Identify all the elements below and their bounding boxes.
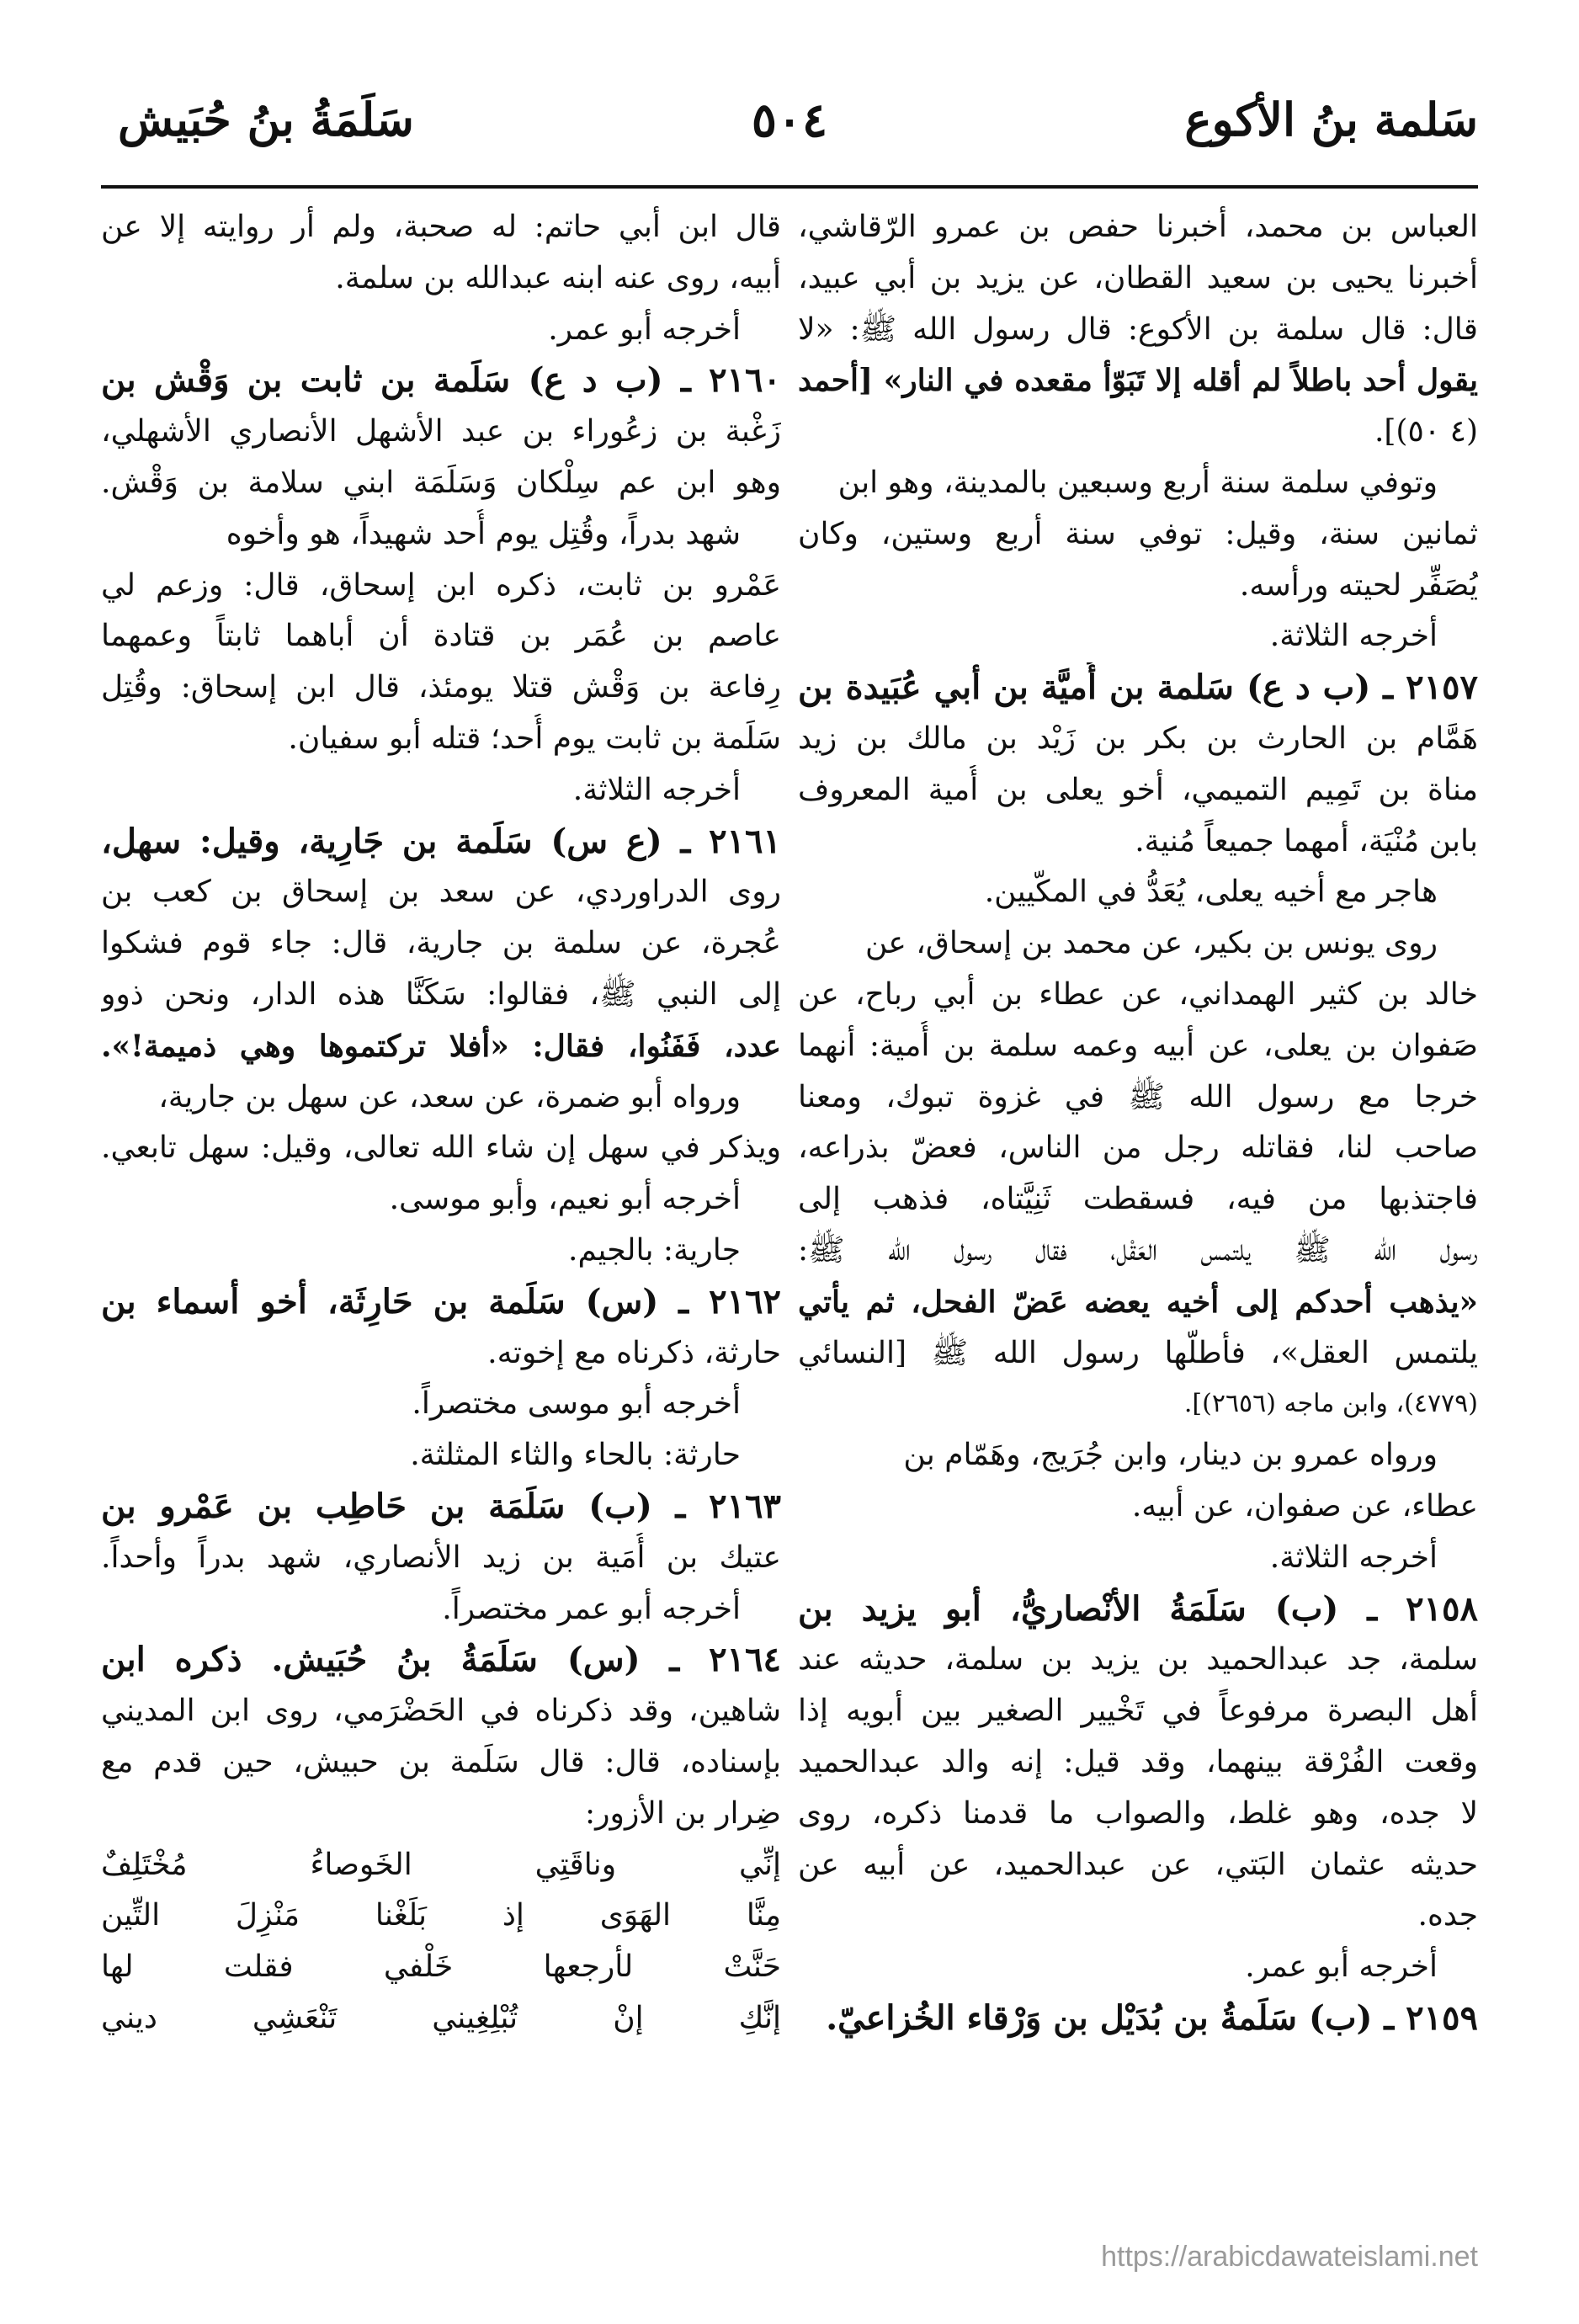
- text-line: أخرجه أبو عمر مختصراً.: [442, 1591, 741, 1626]
- entry-heading-2159: ٢١٥٩ ـ (ب) سَلَمةُ بن بُدَيْل بن وَرْقاء الخُزاعيّ.: [826, 1997, 1478, 2038]
- text-line: أخرجه الثلاثة.: [572, 772, 741, 807]
- text-line: عتيك بن أُمَية بن زيد الأنصاري، شهد بدراً وأحداً.: [101, 1540, 781, 1575]
- text-line: هَمَّام بن الحارث بن بكر بن زَيْد بن مالك بن زيد: [798, 721, 1478, 756]
- entry-heading-2164: ٢١٦٤ ـ (س) سَلَمَةُ بنُ حُبَيش. ذكره ابن: [101, 1640, 781, 1680]
- text-line: رسول الله ﷺ يلتمس العَقْل، فقال رسول الله ﷺ:: [798, 1232, 1478, 1268]
- text-line: وقعت الفُرْقة بينهما، وقد قيل: إنه والد عبدالحميد: [798, 1744, 1478, 1779]
- text-line: قال: قال سلمة بن الأكوع: قال رسول الله ﷺ: «لا: [798, 311, 1478, 347]
- watermark-url: https://arabicdawateislami.net: [1101, 2241, 1478, 2273]
- text-line: أخرجه أبو عمر.: [1245, 1949, 1438, 1985]
- entry-heading-2163: ٢١٦٣ ـ (ب) سَلَمَة بن حَاطِب بن عَمْرو بن: [101, 1486, 781, 1526]
- text-line: قال ابن أبي حاتم: له صحبة، ولم أر روايته إلا عن: [101, 210, 781, 244]
- text-line: زَغْبة بن زعُوراء بن عبد الأشهل الأنصاري الأشهلي،: [101, 414, 781, 449]
- text-line: جده.: [1417, 1898, 1478, 1933]
- text-line: سَلَمة بن ثابت يوم أُحد؛ قتله أبو سفيان.: [288, 721, 781, 756]
- text-line: بابن مُنْيَة، أمهما جميعاً مُنية.: [1135, 823, 1478, 859]
- running-title-left: سَلَمَةُ بنُ حُبَيش: [118, 93, 414, 146]
- text-line: ورواه عمرو بن دينار، وابن جُرَيج، وهَمّام بن: [903, 1438, 1438, 1473]
- text-line: صاحب لنا، فقاتله رجل من الناس، فعضّ بذراعه،: [798, 1130, 1478, 1166]
- text-line: خالد بن كثير الهمداني، عن عطاء بن أبي رباح، عن: [798, 976, 1478, 1012]
- text-line: عَمْرو بن ثابت، ذكره ابن إسحاق، قال: وزعم لي: [101, 567, 781, 603]
- text-line: بإسناده، قال: قال سَلَمة بن حبيش، حين قدم مع: [101, 1744, 781, 1779]
- text-line: فاجتذبها من فيه، فسقطت ثَنِيَّتاه، فذهب إلى: [798, 1182, 1478, 1217]
- entry-heading-2157: ٢١٥٧ ـ (ب د ع) سَلمة بن أُميَّة بن أبي عُبَيدة بن: [798, 667, 1478, 708]
- text-line: عاصم بن عُمَر بن قتادة أن أباهما ثابتاً وعمهما: [101, 619, 781, 654]
- text-line: (٤٧٧٩)، وابن ماجه (٢٦٥٦)].: [1183, 1389, 1478, 1419]
- text-line: عدد، فَفَنُوا، فقال: «أفلا تركتموها وهي ذميمة!».: [101, 1028, 781, 1064]
- text-line: يقول أحد باطلاً لم أقله إلا تَبَوّأ مقعده في النار» [أحمد: [798, 363, 1478, 399]
- text-line: العباس بن محمد، أخبرنا حفص بن عمرو الرّقاشي،: [798, 210, 1478, 244]
- entry-heading-2160: ٢١٦٠ ـ (ب د ع) سَلَمة بن ثابت بن وَقْش بن: [101, 360, 781, 401]
- text-line: ضِرار بن الأزور:: [585, 1795, 781, 1831]
- text-line: شهد بدراً، وقُتِل يوم أُحد شهيداً، هو وأخوه: [226, 516, 741, 551]
- text-line: لا جده، وهو غلط، والصواب ما قدمنا ذكره، روى: [798, 1795, 1478, 1831]
- text-line: يُصَفِّر لحيته ورأسه.: [1239, 567, 1478, 603]
- text-line: أخبرنا يحيى بن سعيد القطان، عن يزيد بن أبي عبيد،: [798, 260, 1478, 295]
- text-line: ويذكر في سهل إن شاء الله تعالى، وقيل: سهل تابعي.: [101, 1130, 781, 1166]
- text-line: هاجر مع أخيه يعلى، يُعَدُّ في المكّيين.: [984, 875, 1438, 910]
- text-line: ثمانين سنة، وقيل: توفي سنة أربع وستين، وكان: [798, 516, 1478, 551]
- poetry-line: إنَّكِ إنْ تُبْلِغِيني تَنْعَشِي ديني: [101, 2000, 781, 2035]
- poetry-line: مِنَّا الهَوَى إذ بَلَغْنا مَنْزِلَ التِّين: [101, 1898, 781, 1933]
- text-line: روى يونس بن بكير، عن محمد بن إسحاق، عن: [864, 926, 1438, 961]
- text-line: (٤ ٥٠)].: [1374, 414, 1478, 449]
- text-line: حديثه عثمان البَتي، عن عبدالحميد، عن أبيه عن: [798, 1847, 1478, 1882]
- right-column: [798, 202, 1478, 2045]
- text-line: حارثة، ذكرناه مع إخوته.: [487, 1335, 781, 1370]
- text-line: حارثة: بالحاء والثاء المثلثة.: [410, 1438, 741, 1473]
- text-line: خرجا مع رسول الله ﷺ في غزوة تبوك، ومعنا: [798, 1079, 1478, 1114]
- text-line: مناة بن تَمِيم التميمي، أخو يعلى بن أُمية المعروف: [798, 772, 1478, 807]
- text-line: وهو ابن عم سِلْكان وَسَلَمَة ابني سلامة بن وَقْش.: [101, 465, 781, 500]
- text-line: عُجرة، عن سلمة بن جارية، قال: جاء قوم فشكوا: [101, 926, 781, 961]
- text-line: شاهين، وقد ذكرناه في الحَضْرَمي، روى ابن المديني: [101, 1694, 781, 1729]
- text-line: أخرجه أبو عمر.: [548, 311, 741, 347]
- text-line: رِفاعة بن وَقْش قتلا يومئذ، قال ابن إسحاق: وقُتِل: [101, 670, 781, 705]
- entry-heading-2161: ٢١٦١ ـ (ع س) سَلَمة بن جَارِية، وقيل: سهل،: [101, 821, 781, 861]
- header-rule: [101, 185, 1478, 189]
- text-line: أهل البصرة مرفوعاً في تَخْيير الصغير بين أبويه إذا: [798, 1694, 1478, 1729]
- text-line: وتوفي سلمة سنة أربع وسبعين بالمدينة، وهو ابن: [837, 465, 1438, 500]
- poetry-line: حَنَّتْ لأرجعها خَلْفي فقلت لها: [101, 1949, 781, 1985]
- text-line: إلى النبي ﷺ، فقالوا: سَكَنَّا هذه الدار، ونحن ذوو: [101, 976, 781, 1012]
- text-line: عطاء، عن صفوان، عن أبيه.: [1131, 1488, 1478, 1524]
- entry-heading-2162: ٢١٦٢ ـ (س) سَلَمة بن حَارِثَة، أخو أسماء بن: [101, 1281, 781, 1322]
- text-line: روى الدراوردي، عن سعد بن إسحاق بن كعب بن: [101, 875, 781, 910]
- page-header: [101, 93, 1478, 185]
- text-line: ورواه أبو ضمرة، عن سعد، عن سهل بن جارية،: [158, 1079, 741, 1114]
- text-line: أخرجه أبو موسى مختصراً.: [412, 1386, 741, 1422]
- text-line: أبيه، روى عنه ابنه عبدالله بن سلمة.: [335, 260, 781, 295]
- left-column: [101, 202, 781, 2045]
- entry-heading-2158: ٢١٥٨ ـ (ب) سَلَمَةُ الأنْصاريُّ، أبو يزيد بن: [798, 1588, 1478, 1629]
- text-line: أخرجه الثلاثة.: [1269, 619, 1438, 654]
- page-number: ٥٠٤: [751, 93, 828, 148]
- text-line: يلتمس العقل»، فأطلّها رسول الله ﷺ [النسائي: [798, 1335, 1478, 1370]
- poetry-line: إنِّي وناقَتِي الخَوصاءُ مُخْتَلِفٌ: [101, 1847, 781, 1882]
- running-title-right: سَلمة بنُ الأكوع: [1184, 93, 1478, 146]
- text-line: سلمة، جد عبدالحميد بن يزيد بن سلمة، حديثه عند: [798, 1642, 1478, 1678]
- text-line: أخرجه الثلاثة.: [1269, 1540, 1438, 1575]
- text-line: «يذهب أحدكم إلى أخيه يعضه عَضّ الفحل، ثم يأتي: [798, 1284, 1478, 1320]
- text-line: صَفوان بن يعلى، عن أبيه وعمه سلمة بن أُمية: أنهما: [798, 1028, 1478, 1063]
- text-line: أخرجه أبو نعيم، وأبو موسى.: [389, 1182, 741, 1217]
- text-line: جارية: بالجيم.: [568, 1232, 741, 1268]
